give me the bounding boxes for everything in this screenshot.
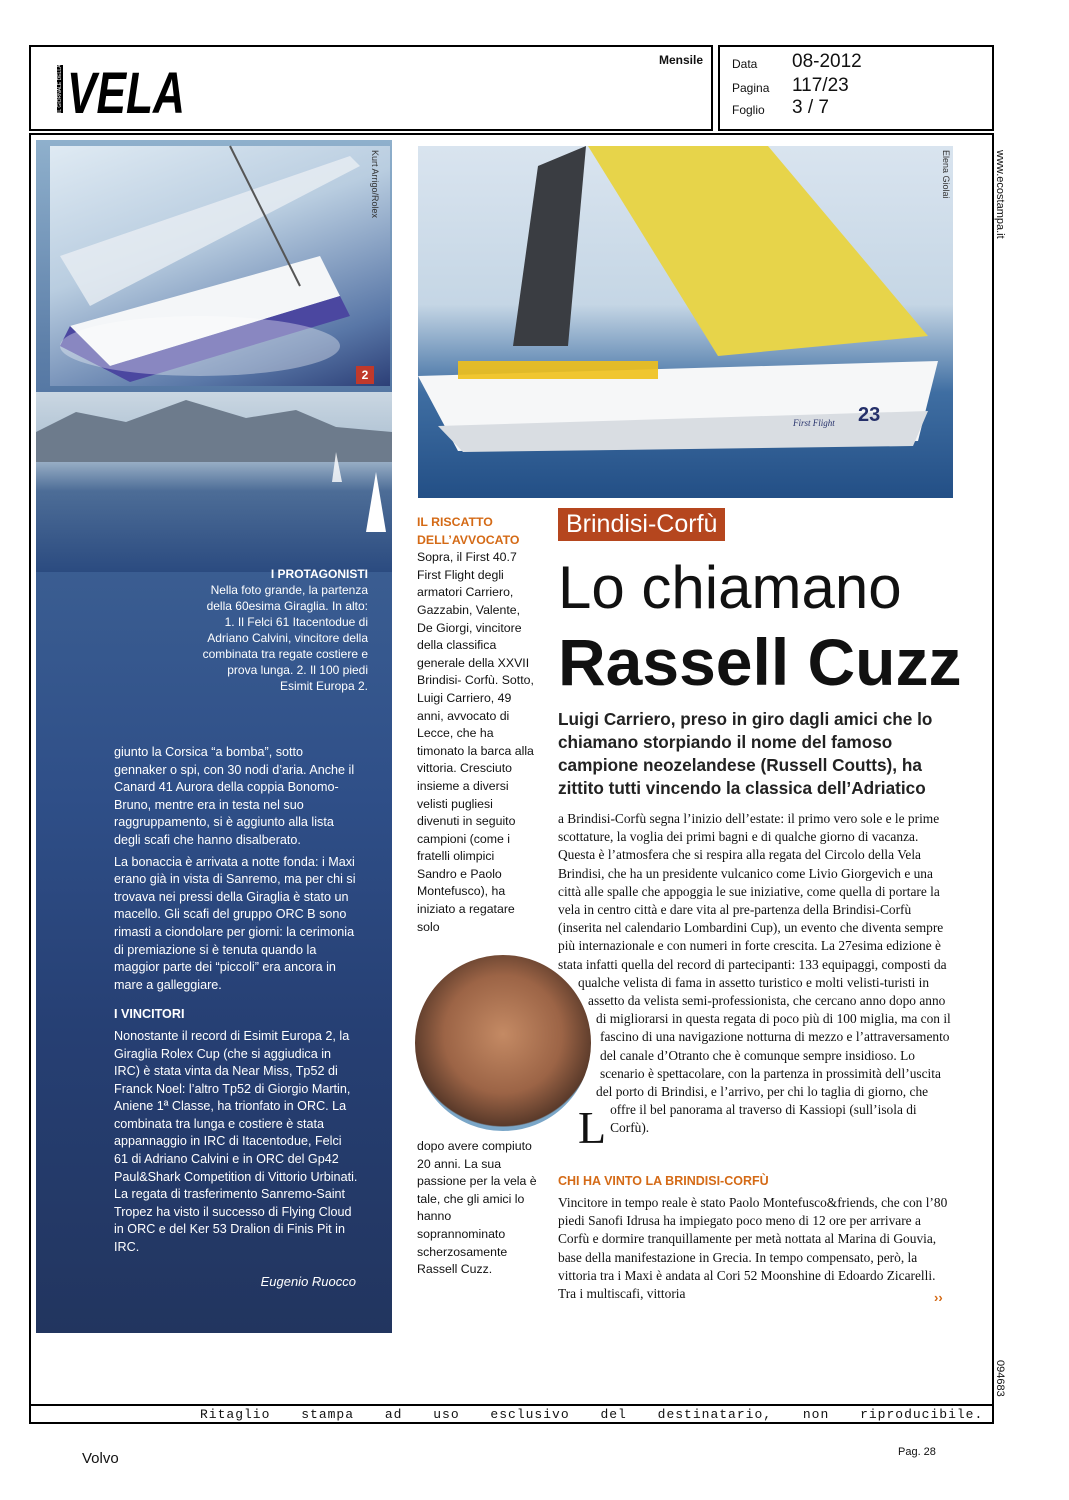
frequency-label: Mensile bbox=[658, 53, 703, 67]
photo-esimit-europa bbox=[50, 146, 390, 386]
left-article bbox=[114, 744, 358, 1261]
meta-page-label: Pagina bbox=[732, 81, 770, 95]
sail-number: 23 bbox=[858, 404, 881, 426]
client-name: Volvo bbox=[82, 1450, 119, 1467]
standfirst: Luigi Carriero, preso in giro dagli amici che lo chiamano storpiando il nome del famoso campione neozelandese (Russell Coutts), ha zittito tutti vincendo la classica dell’Adriatico bbox=[558, 709, 933, 798]
meta-page-value: 117/23 bbox=[792, 75, 849, 96]
photo-credit-right: Elena Giolai bbox=[941, 150, 951, 199]
caption-continuation: dopo avere compiuto 20 anni. La sua passione per la vela è tale, che gli amici lo hanno soprannominato scherzosamente Rassell Cuzz. bbox=[417, 1139, 537, 1277]
headline-line2: Rassell Cuzz bbox=[558, 625, 962, 699]
footer-rule bbox=[29, 1404, 994, 1406]
photo-number-badge: 2 bbox=[356, 366, 374, 384]
headline-line1: Lo chiamano bbox=[558, 554, 902, 621]
hull-name: First Flight bbox=[793, 418, 835, 428]
meta-sheet-label: Foglio bbox=[732, 103, 765, 117]
caption-title: I PROTAGONISTI bbox=[270, 567, 368, 581]
author: Eugenio Ruocco bbox=[260, 1274, 356, 1289]
article-body bbox=[558, 810, 954, 1153]
photo-credit-left: Kurt Arrigo/Rolex bbox=[370, 150, 380, 219]
logo-text: VELA bbox=[67, 61, 185, 126]
left-paragraph: Nonostante il record di Esimit Europa 2, la Giraglia Rolex Cup (che si aggiudica in IRC) è stata vinta da Near Miss, Tp52 di Franck Noel: l’altro Tp52 di Giorgio Martin, Aniene 1ª Classe, ha trionfato in ORC. La combinata tra lunga e costiere è stata appannaggio in IRC di Itacentodue, Felci 61 di Adriano Calvini e in ORC del Gp42 Paul&Shark Competition di Vittorio Urbinati. La regata di trasferimento Sanremo-Saint Tropez ha visto il successo di Flying Cloud in ORC e del Ker 53 Dralion di Finis Pit in IRC. bbox=[114, 1028, 358, 1255]
photo-first-flight bbox=[418, 146, 953, 498]
caption-title-line1: IL RISCATTO bbox=[417, 515, 493, 529]
article-paragraph-2: Vincitore in tempo reale è stato Paolo Montefusco&friends, che con l’80 piedi Sanofi Idrusa ha impiegato poco meno di 12 ore per arrivare a Corfù e dormire tranquillamente per metà nottata al Marina di Gouvia, base della manifestazione in Grecia. In tempo compensato, però, la vittoria tra i Maxi è andata al Cori 52 Moonshine di Edoardo Zicarelli. Tra i multiscafi, vittoria bbox=[558, 1195, 948, 1302]
meta-sheet-value: 3 / 7 bbox=[792, 97, 829, 118]
disclaimer: Ritaglio stampa ad uso esclusivo del destinatario, non riproducibile. bbox=[200, 1407, 984, 1422]
article-paragraph: a Brindisi-Corfù segna l’inizio dell’estate: il primo vero sole e le prime scottature, la voglia dei primi bagni e di qualche giorno di vacanza. Questa è l’atmosfera che si respira alla regata del Circolo della Vela Brindisi, che ha un presidente vulcanico come Livio Giorgevich e una città alle spalle che appoggia le sue iniziative, come quella di portare la vela in centro città e dare vita al pre-partenza della Brindisi-Corfù (inserita nel calendario Lombardini Cup), un evento che diventa sempre più internazionale e con numeri in forte crescita. La 27esima edizione è stata infatti quella del record di partecipanti: 133 equipaggi, composti da qualche velista di fama in assetto turistico e molti velisti-turisti in assetto da velista semi-professionista, che cercano anno dopo anno di migliorarsi in questa regata di poco più di 100 miglia, ma con il fascino di una navigazione notturna di mezzo e l’attraversamento del canale d’Otranto che è comunque sempre insidioso. Lo scenario è spettacolare, con la partenza in prossimità dell’uscita del porto di Brindisi, e l’arrivo, per chi lo taglia di giorno, che offre il bel panorama al traverso di Kassiopi (sull’isola di Corfù). bbox=[558, 811, 951, 1136]
article-section-title: CHI HA VINTO LA BRINDISI-CORFÙ bbox=[558, 1174, 769, 1188]
logo-small-text: IL GIORNALE DELLA bbox=[57, 64, 63, 113]
left-paragraph: La bonaccia è arrivata a notte fonda: i Maxi erano già in vista di Sanremo, ma per chi si trovava nei pressi della Giraglia è stato un macello. Gli scafi del gruppo ORC B sono rimasti a ciondolare per giorni: la cerimonia di premiazione si è tenuta quando la maggior parte dei “piccoli” era ancora in mare a galleggiare. bbox=[114, 854, 356, 992]
photo-coast bbox=[36, 392, 392, 572]
page-number: Pag. 28 bbox=[898, 1446, 936, 1458]
caption-text: Nella foto grande, la partenza della 60esima Giraglia. In alto: 1. Il Felci 61 Itacentodue di Adriano Calvini, vincitore della combinata tra regate costiere e prova lunga. 2. Il 100 piedi Esimit Europa 2. bbox=[202, 583, 368, 693]
caption-text: Sopra, il First 40.7 First Flight degli armatori Carriero, Gazzabin, Valente, De Giorgi, vincitore della classifica generale della XXVII Brindisi- Corfù. Sotto, Luigi Carriero, 49 anni, avvocato di Lecce, che ha timonato la barca alla vittoria. Cresciuto insieme a diversi velisti pugliesi divenuti in seguito campioni (come i fratelli olimpici Sandro e Paolo Montefusco), ha iniziato a regatare solo bbox=[417, 550, 534, 934]
side-url: www.ecostampa.it bbox=[994, 150, 1006, 239]
meta-date-value: 08-2012 bbox=[792, 51, 862, 72]
section-tag: Brindisi-Corfù bbox=[558, 508, 725, 541]
meta-box bbox=[718, 45, 994, 131]
masthead-box bbox=[29, 45, 713, 131]
left-paragraph: giunto la Corsica “a bomba”, sotto gennaker o spi, con 30 nodi d’aria. Anche il Canard 41 Aurora della coppia Bonomo-Bruno, mentre era in testa nel suo raggruppamento, si è aggiunto alla lista degli scafi che hanno disalberato. bbox=[114, 745, 355, 847]
photo-caption-riscatto bbox=[417, 514, 537, 936]
caption-title-line2: DELL’AVVOCATO bbox=[417, 532, 520, 547]
photo-caption-protagonisti bbox=[200, 566, 368, 694]
side-code: 094683 bbox=[994, 1360, 1006, 1397]
left-section-title: I VINCITORI bbox=[114, 1007, 185, 1022]
drop-cap: L bbox=[578, 1102, 607, 1153]
vela-logo bbox=[57, 61, 187, 126]
continue-arrows: ›› bbox=[934, 1290, 943, 1305]
meta-date-label: Data bbox=[732, 57, 758, 71]
